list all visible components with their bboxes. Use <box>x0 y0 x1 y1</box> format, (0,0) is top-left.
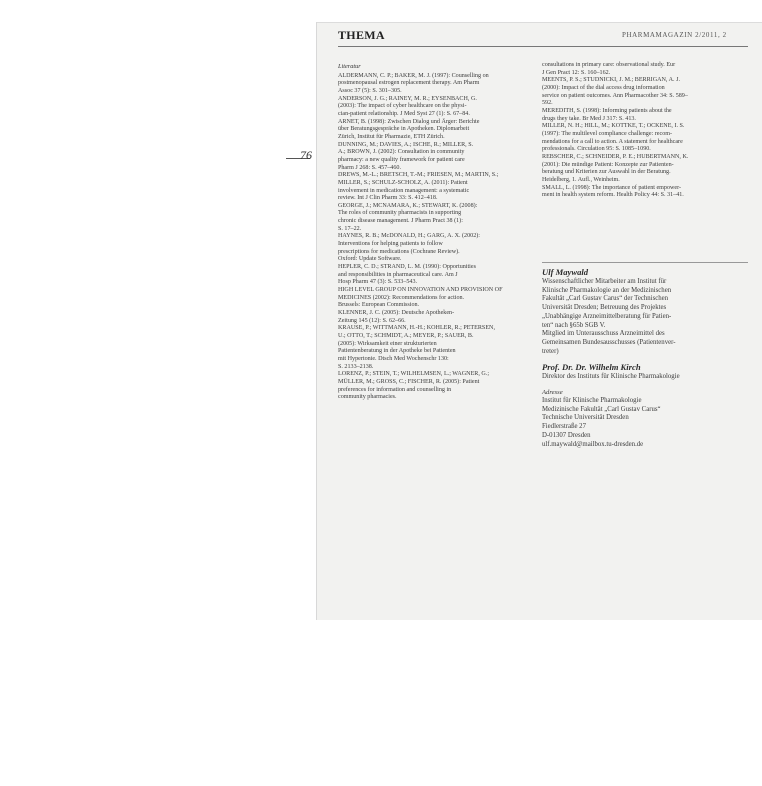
reference-line: MEENTS, P. S.; STUDNICKI, J. M.; BERRIGAN, A. J. <box>542 77 680 84</box>
reference-line: postmenopausal estrogen replacement therapy. Am Pharm <box>338 80 480 87</box>
author1-name: Ulf Maywald <box>542 267 589 277</box>
author1-bio-line: Fakultät „Carl Gustav Carus“ der Technischen <box>542 295 669 303</box>
reference-line: GEORGE, J.; MCNAMARA, K.; STEWART, K. (2008): <box>338 202 478 209</box>
reference-line: Brussels: European Commission. <box>338 302 420 309</box>
reference-line: ALDERMANN, C. P.; BAKER, M. J. (1997): Counselling on <box>338 72 489 79</box>
reference-line: Pharm J 268: S. 457–460. <box>338 164 401 171</box>
reference-line: service on patient outcomes. Ann Pharmacother 34: S. 589– <box>542 92 688 99</box>
reference-line: Hosp Pharm 47 (3): S. 533–543. <box>338 279 418 286</box>
author1-bio-line: ten“ nach §65b SGB V. <box>542 321 606 329</box>
reference-line: MEDICINES (2002): Recommendations for action. <box>338 294 465 301</box>
reference-line: mit Hypertonie. Dtsch Med Wochenschr 130: <box>338 355 449 362</box>
address-line: Technische Universität Dresden <box>542 414 629 422</box>
address-heading: Adresse <box>542 389 563 397</box>
reference-line: MÜLLER, M.; GROSS, C.; FISCHER, R. (2005): Patient <box>338 378 480 385</box>
reference-line: Interventions for helping patients to follow <box>338 241 443 248</box>
address-line: Institut für Klinische Pharmakologie <box>542 397 642 405</box>
reference-line: preferences for information and counselling in <box>338 386 452 393</box>
references-left-list <box>338 73 530 402</box>
reference-line: SMALL, L. (1998): The importance of patient empower- <box>542 184 682 191</box>
reference-line: (2000): Impact of the dial access drug information <box>542 84 665 91</box>
address-line: D-01307 Dresden <box>542 431 591 439</box>
reference-line: MEREDITH, S. (1998): Informing patients about the <box>542 107 672 114</box>
page-number: 76 <box>300 148 312 162</box>
reference-line: S. 17–22. <box>338 225 362 232</box>
author-section-rule <box>542 262 748 263</box>
reference-line: Assoc 37 (5): S. 301–305. <box>338 87 402 94</box>
references-heading: Literatur <box>338 63 361 70</box>
reference-line: Patientenberatung in der Apotheke bei Patienten <box>338 348 456 355</box>
reference-line: U.; OTTO, T.; SCHMIDT, A.; MEYER, P.; SAUER, B. <box>338 332 474 339</box>
author1-bio-line: Wissenschaftlicher Mitarbeiter am Institut für <box>542 278 667 285</box>
reference-line: (2003): The impact of cyber healthcare on the physi- <box>338 103 467 110</box>
reference-line: review. Int J Clin Pharm 33: S. 412–418. <box>338 195 438 202</box>
reference-line: involvement in medication management: a systematic <box>338 187 470 194</box>
reference-line: (1997): The multilevel compliance challenge: recom- <box>542 130 673 137</box>
reference-line: A.; BROWN, J. (2002): Consultation in community <box>338 149 465 156</box>
reference-line: beratung und Kriterien zur Auswahl in der Beratung. <box>542 169 671 176</box>
reference-line: KLENNER, J. C. (2005): Deutsche Apotheken- <box>338 310 455 316</box>
reference-line: HAYNES, R. B.; McDONALD, H.; GARG, A. X. (2002): <box>338 233 480 240</box>
references-right-column <box>542 62 748 200</box>
magazine-issue-label: PHARMAMAGAZIN 2/2011, 2 <box>622 31 727 39</box>
author1-bio-line: treter) <box>542 347 559 355</box>
author1-bio-line: Gemeinsamen Bundesausschusses (Patientenver- <box>542 338 676 346</box>
reference-line: chronic disease management. J Pharm Pract 38 (1): <box>338 218 463 225</box>
reference-line: consultations in primary care: observational study. Eur <box>542 62 676 68</box>
author1-bio-line: Universität Dresden; Betreuung des Projektes <box>542 304 667 312</box>
reference-line: J Gen Pract 12: S. 160–162. <box>542 69 611 76</box>
reference-line: LORENZ, P.; STEIN, T.; WILHELMSEN, L.; WAGNER, G.; <box>338 371 490 378</box>
reference-line: 592. <box>542 100 553 107</box>
reference-line: MILLER, S.; SCHULZ-SCHOLZ, A. (2011): Patient <box>338 179 468 186</box>
author2-name: Prof. Dr. Dr. Wilhelm Kirch <box>542 362 641 373</box>
author2-bio <box>542 373 748 382</box>
author1-bio <box>542 278 748 356</box>
reference-line: (2005): Wirksamkeit einer strukturierten <box>338 340 437 347</box>
reference-line: DUNNING, M.; DAVIES, A.; ISCHE, R.; MILLER, S. <box>338 141 474 148</box>
references-left-column <box>338 63 530 402</box>
reference-line: cian-patient relationship. J Med Syst 27 (1): S. 67–84. <box>338 110 470 117</box>
reference-line: S. 2133–2138. <box>338 363 374 370</box>
reference-line: pharmacy: a new quality framework for patient care <box>338 156 465 163</box>
reference-line: mendations for a call to action. A statement for healthcare <box>542 138 683 145</box>
reference-line: Zürich, Institut für Pharmazie, ETH Zürich. <box>338 133 445 140</box>
reference-line: community pharmacies. <box>338 394 397 401</box>
author1-bio-line: Mitglied im Unterausschuss Arzneimittel des <box>542 330 665 338</box>
address-line: ulf.maywald@mailbox.tu-dresden.de <box>542 440 644 448</box>
reference-line: über Beratungsgespräche in Apotheken. Diplomarbeit <box>338 126 470 133</box>
author1-bio-line: Klinische Pharmakologie an der Medizinischen <box>542 286 672 294</box>
reference-line: ment in health system reform. Health Policy 44: S. 31–41. <box>542 192 684 199</box>
reference-line: professionals. Circulation 95: S. 1085–1090. <box>542 146 651 153</box>
reference-line: ARNET, B. (1998): Zwischen Dialog und Ärger: Berichte <box>338 118 480 125</box>
reference-line: ANDERSON, J. G.; RAINEY, M. R.; EYSENBACH, G. <box>338 95 477 102</box>
reference-line: Heidelberg, 1. Aufl., Weinheim. <box>542 176 620 183</box>
address-line: Fiedlerstraße 27 <box>542 423 586 431</box>
reference-line: HIGH LEVEL GROUP ON INNOVATION AND PROVISION OF <box>338 287 503 294</box>
reference-line: HEPLER, C. D.; STRAND, L. M. (1990): Opportunities <box>338 264 476 271</box>
address-line: Medizinische Fakultät „Carl Gustav Carus“ <box>542 405 661 413</box>
reference-line: REBSCHER, C.; SCHNEIDER, P. E.; HUBERTMANN, K. <box>542 153 689 160</box>
reference-line: drugs they take. Br Med J 317: S. 413. <box>542 115 636 122</box>
reference-line: and responsibilities in pharmaceutical care. Am J <box>338 271 458 278</box>
references-right-list <box>542 62 748 200</box>
reference-line: KRAUSE, P.; WITTMANN, H.-H.; KOHLER, R.; PETERSEN, <box>338 325 495 332</box>
reference-line: Oxford: Update Software. <box>338 256 402 263</box>
author1-bio-line: „Unabhängige Arzneimittelberatung für Patien- <box>542 312 672 320</box>
address-block <box>542 397 748 449</box>
reference-line: DREWS, M.-L.; BRETSCH, T.-M.; FRIESEN, M.; MARTIN, S.; <box>338 172 499 179</box>
author-info <box>542 267 748 449</box>
header-rule <box>338 46 748 47</box>
author2-bio-line: Direktor des Instituts für Klinische Pharmakologie <box>542 373 680 381</box>
reference-line: prescriptions for medications (Cochrane Review). <box>338 248 460 255</box>
reference-line: MILLER, N. H.; HILL, M.; KOTTKE, T.; OCKENE, I. S. <box>542 123 685 130</box>
reference-line: The roles of community pharmacists in supporting <box>338 210 462 217</box>
reference-line: (2001): Die mündige Patient: Konzepte zur Patienten- <box>542 161 674 168</box>
section-title: THEMA <box>338 28 385 42</box>
reference-line: Zeitung 145 (12): S. 62–66. <box>338 317 406 324</box>
